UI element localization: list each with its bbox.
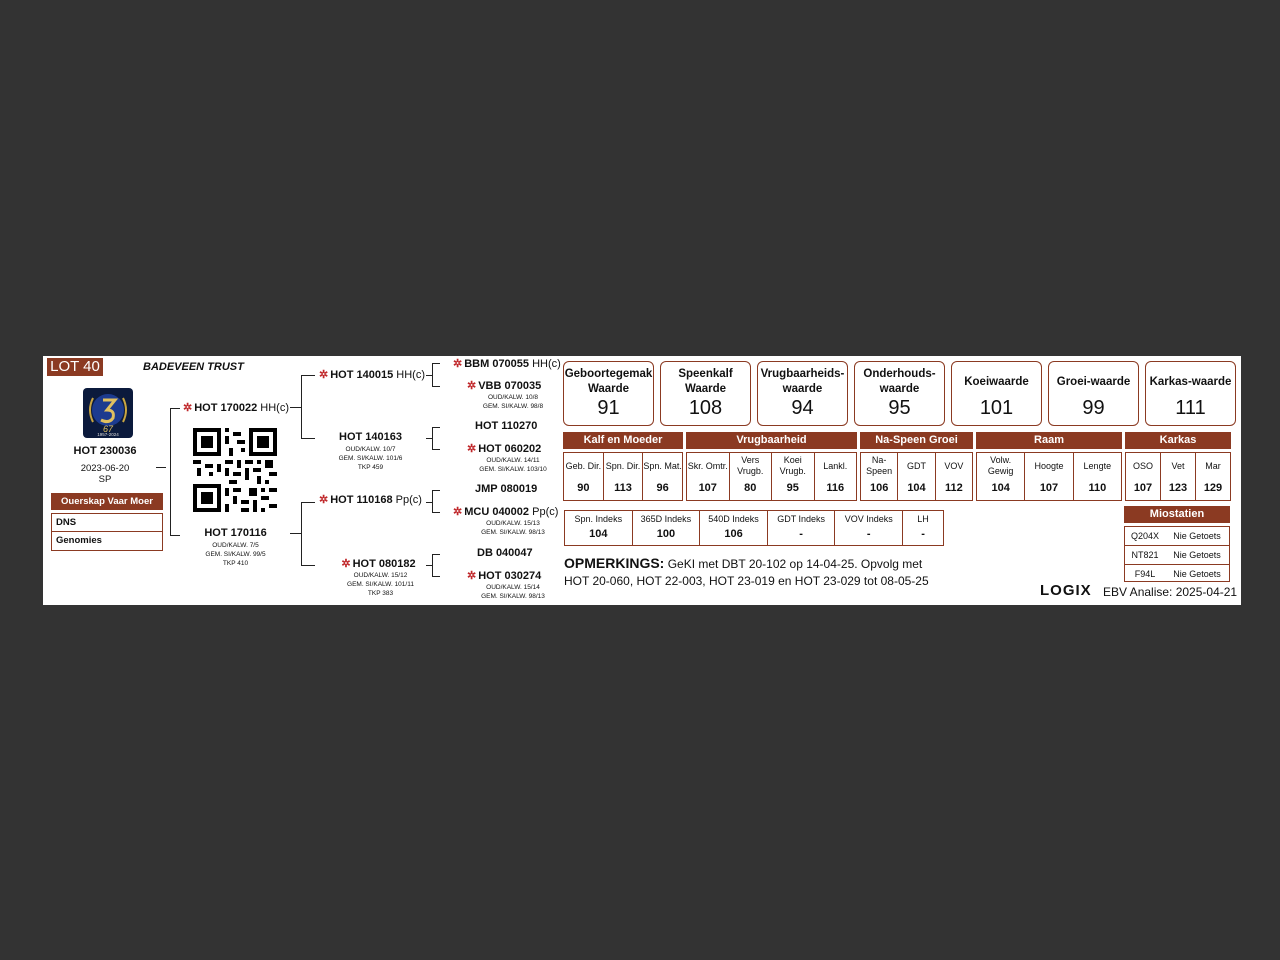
sdd-detail: GEM. SI/KALW. 103/10 xyxy=(479,466,547,473)
sire-dam-detail: GEM. SI/KALW. 101/6 xyxy=(338,455,403,462)
ssd: ✲ VBB 070035 xyxy=(467,380,542,392)
dam-detail: OUD/KALW. 7/5 xyxy=(212,542,259,549)
ownership-header: Ouerskap Vaar Moer xyxy=(51,493,163,510)
animal-type: SP xyxy=(98,474,112,485)
sire-dam-detail: OUD/KALW. 10/7 xyxy=(345,446,396,453)
ebv-box: Vrugbaarheids-waarde 94 xyxy=(757,361,848,426)
ebv-cell: Hoogte 107 xyxy=(1025,453,1073,500)
index-values xyxy=(564,510,944,546)
group-header: Raam xyxy=(976,432,1122,449)
dam: HOT 170116 xyxy=(204,527,267,539)
logix-logo: LOGIX xyxy=(1040,582,1092,599)
group-values xyxy=(976,452,1122,501)
sss-marker-icon: ✲ xyxy=(453,358,463,370)
logo-badge: 67 xyxy=(102,424,113,434)
sire-sire: ✲ HOT 140015 HH(c) xyxy=(319,369,425,381)
dam-detail: GEM. SI/KALW. 99/5 xyxy=(205,551,266,558)
ebv-box: Karkas-waarde 111 xyxy=(1145,361,1236,426)
ssd-detail: GEM. SI/KALW. 98/8 xyxy=(482,403,544,410)
ddd-detail: OUD/KALW. 15/14 xyxy=(486,584,540,591)
group-values xyxy=(686,452,857,501)
group-header: Vrugbaarheid xyxy=(686,432,857,449)
analysis-date: EBV Analise: 2025-04-21 xyxy=(1103,585,1238,599)
ebv-cell: Spn. Mat. 96 xyxy=(643,460,682,494)
dam-dam-detail: TKP 383 xyxy=(367,590,394,597)
dam-dam: ✲ HOT 080182 xyxy=(341,558,416,570)
index-cell: LH - xyxy=(917,513,929,540)
ownership-list xyxy=(51,513,163,551)
ebv-cell: GDT 104 xyxy=(898,453,935,500)
dsd-detail: OUD/KALW. 15/13 xyxy=(486,520,540,527)
miostatien-header: Miostatien xyxy=(1124,506,1230,523)
sire-dam-detail: TKP 459 xyxy=(357,464,384,471)
ebv-cell: OSO 107 xyxy=(1126,453,1161,500)
group-header: Na-Speen Groei xyxy=(860,432,973,449)
sdd: ✲ HOT 060202 xyxy=(467,443,542,455)
ebv-cell: Vet 123 xyxy=(1161,453,1196,500)
dss: JMP 080019 xyxy=(475,483,538,495)
ebv-cell: Lankl. 116 xyxy=(823,460,848,494)
group-values xyxy=(860,452,973,501)
ebv-box: Speenkalf Waarde 108 xyxy=(660,361,751,426)
ownership-row: DNS xyxy=(56,517,77,528)
dam-dam-detail: GEM. SI/KALW. 101/11 xyxy=(347,581,414,588)
ebv-cell: Volw. Gewig 104 xyxy=(977,453,1025,500)
ebv-cell: VOV 112 xyxy=(944,460,964,494)
remarks xyxy=(564,555,936,589)
dam-dam-detail: OUD/KALW. 15/12 xyxy=(353,572,408,579)
ebv-cell: Na-Speen 106 xyxy=(861,453,898,500)
index-cell: 365D Indeks 100 xyxy=(633,511,701,545)
dds: DB 040047 xyxy=(477,547,533,559)
ebv-box: Onderhouds-waarde 95 xyxy=(854,361,945,426)
index-cell: Spn. Indeks 104 xyxy=(565,511,633,545)
ss-marker-icon: ✲ xyxy=(319,369,329,381)
remarks-text: GeKI met DBT 20-102 op 14-04-25. Opvolg met HOT 20-060, HOT 22-003, HOT 23-019 en HOT 23-029 tot 08-05-25 xyxy=(564,557,929,588)
sire-dam: HOT 140163 xyxy=(339,431,402,443)
sire: ✲ HOT 170022 HH(c) xyxy=(183,402,289,414)
stud-logo xyxy=(83,388,133,438)
ssd-detail: OUD/KALW. 10/8 xyxy=(487,394,539,401)
sire-marker-icon: ✲ xyxy=(183,402,193,414)
ebv-box: Geboortegemak Waarde 91 xyxy=(563,361,654,426)
sds: HOT 110270 xyxy=(475,420,538,432)
animal-date: 2023-06-20 xyxy=(80,463,130,474)
dd-marker-icon: ✲ xyxy=(341,558,351,570)
ds-marker-icon: ✲ xyxy=(319,494,329,506)
miostatien-row: F94L Nie Getoets xyxy=(1125,564,1229,583)
remarks-label: OPMERKINGS: xyxy=(564,555,665,571)
ebv-cell: Koei Vrugb. 95 xyxy=(772,453,815,500)
ebv-cell: Spn. Dir. 113 xyxy=(604,453,644,500)
index-cell: VOV Indeks - xyxy=(835,511,903,545)
miostatien-row: NT821 Nie Getoets xyxy=(1125,545,1229,564)
dsd-detail: GEM. SI/KALW. 98/13 xyxy=(481,529,545,536)
ownership-row: Genomies xyxy=(52,531,162,549)
index-cell: GDT Indeks - xyxy=(768,511,836,545)
group-header: Karkas xyxy=(1125,432,1231,449)
ddd: ✲ HOT 030274 xyxy=(467,570,542,582)
ebv-cell: Skr. Omtr. 107 xyxy=(687,453,730,500)
dsd: ✲ MCU 040002 Pp(c) xyxy=(453,506,559,518)
qr-code[interactable] xyxy=(193,428,277,512)
ebv-cell: Geb. Dir. 90 xyxy=(564,453,604,500)
lot-number: LOT 40 xyxy=(47,358,103,376)
ebv-box: Groei-waarde 99 xyxy=(1048,361,1139,426)
ddd-marker-icon: ✲ xyxy=(467,570,477,582)
dam-detail: TKP 410 xyxy=(222,560,249,567)
dsd-marker-icon: ✲ xyxy=(453,506,463,518)
ssd-marker-icon: ✲ xyxy=(467,380,477,392)
ebv-box: Koeiwaarde 101 xyxy=(951,361,1042,426)
miostatien-table xyxy=(1124,526,1230,582)
ebv-cell: Vers Vrugb. 80 xyxy=(730,453,773,500)
sss: ✲ BBM 070055 HH(c) xyxy=(453,358,561,370)
sdd-marker-icon: ✲ xyxy=(467,443,477,455)
ddd-detail: GEM. SI/KALW. 98/13 xyxy=(481,593,545,600)
dam-sire: ✲ HOT 110168 Pp(c) xyxy=(319,494,422,506)
index-cell: 540D Indeks 106 xyxy=(700,511,768,545)
breeder-name: BADEVEEN TRUST xyxy=(143,361,244,373)
group-header: Kalf en Moeder xyxy=(563,432,683,449)
ebv-cell: Mar 129 xyxy=(1203,460,1223,494)
animal-id: HOT 230036 xyxy=(73,445,137,457)
group-values xyxy=(563,452,683,501)
group-values xyxy=(1125,452,1231,501)
miostatien-row: Q204X Nie Getoets xyxy=(1130,531,1221,541)
sdd-detail: OUD/KALW. 14/11 xyxy=(486,457,540,464)
lot-card xyxy=(43,356,1241,605)
logo-years: 1957-2024 xyxy=(97,432,119,437)
ebv-cell: Lengte 110 xyxy=(1083,460,1112,494)
